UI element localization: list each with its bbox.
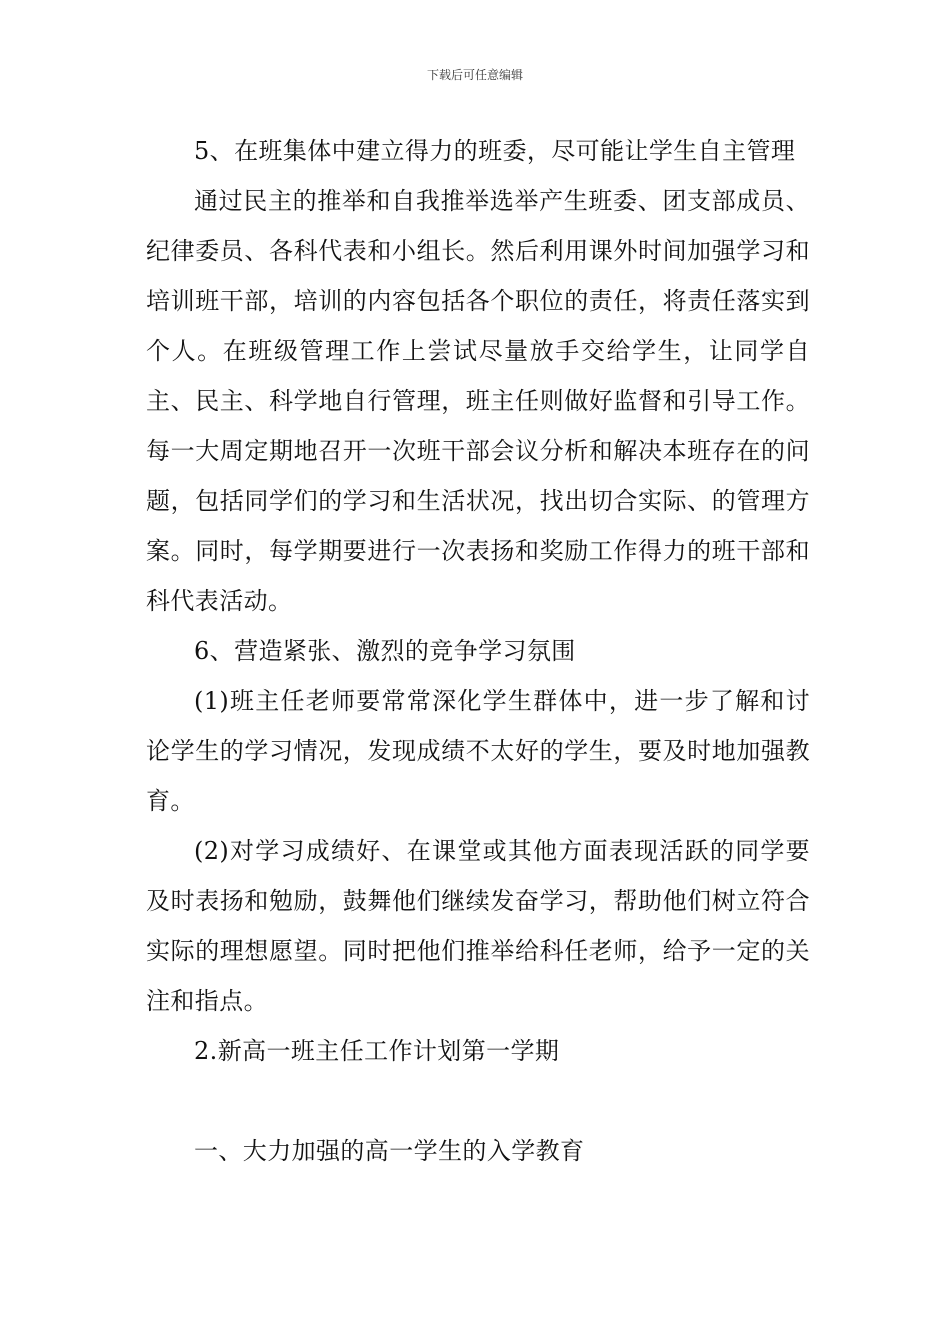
plan-section-1-heading: 一、大力加强的高一学生的入学教育 bbox=[194, 1137, 585, 1165]
section-6-heading: 6、营造紧张、激烈的竞争学习氛围 bbox=[194, 637, 576, 665]
section-6-item-1: (1)班主任老师要常常深化学生群体中，进一步了解和讨论学生的学习情况，发现成绩不太好的学生，要及时地加强教育。 bbox=[146, 687, 810, 815]
blank-line bbox=[146, 1076, 810, 1126]
document-body bbox=[146, 126, 810, 1176]
section-5-heading: 5、在班集体中建立得力的班委，尽可能让学生自主管理 bbox=[194, 137, 796, 165]
plan-title: 2.新高一班主任工作计划第一学期 bbox=[194, 1037, 560, 1065]
section-6-item-2: (2)对学习成绩好、在课堂或其他方面表现活跃的同学要及时表扬和勉励，鼓舞他们继续发奋学习，帮助他们树立符合实际的理想愿望。同时把他们推举给科任老师，给予一定的关注和指点。 bbox=[146, 837, 810, 1015]
section-5-body: 通过民主的推举和自我推举选举产生班委、团支部成员、纪律委员、各科代表和小组长。然后利用课外时间加强学习和培训班干部，培训的内容包括各个职位的责任，将责任落实到个人。在班级管理工作上尝试尽量放手交给学生，让同学自主、民主、科学地自行管理，班主任则做好监督和引导工作。每一大周定期地召开一次班干部会议分析和解决本班存在的问题，包括同学们的学习和生活状况，找出切合实际、的管理方案。同时，每学期要进行一次表扬和奖励工作得力的班干部和科代表活动。 bbox=[146, 187, 810, 615]
page-header-note: 下载后可任意编辑 bbox=[426, 68, 523, 82]
